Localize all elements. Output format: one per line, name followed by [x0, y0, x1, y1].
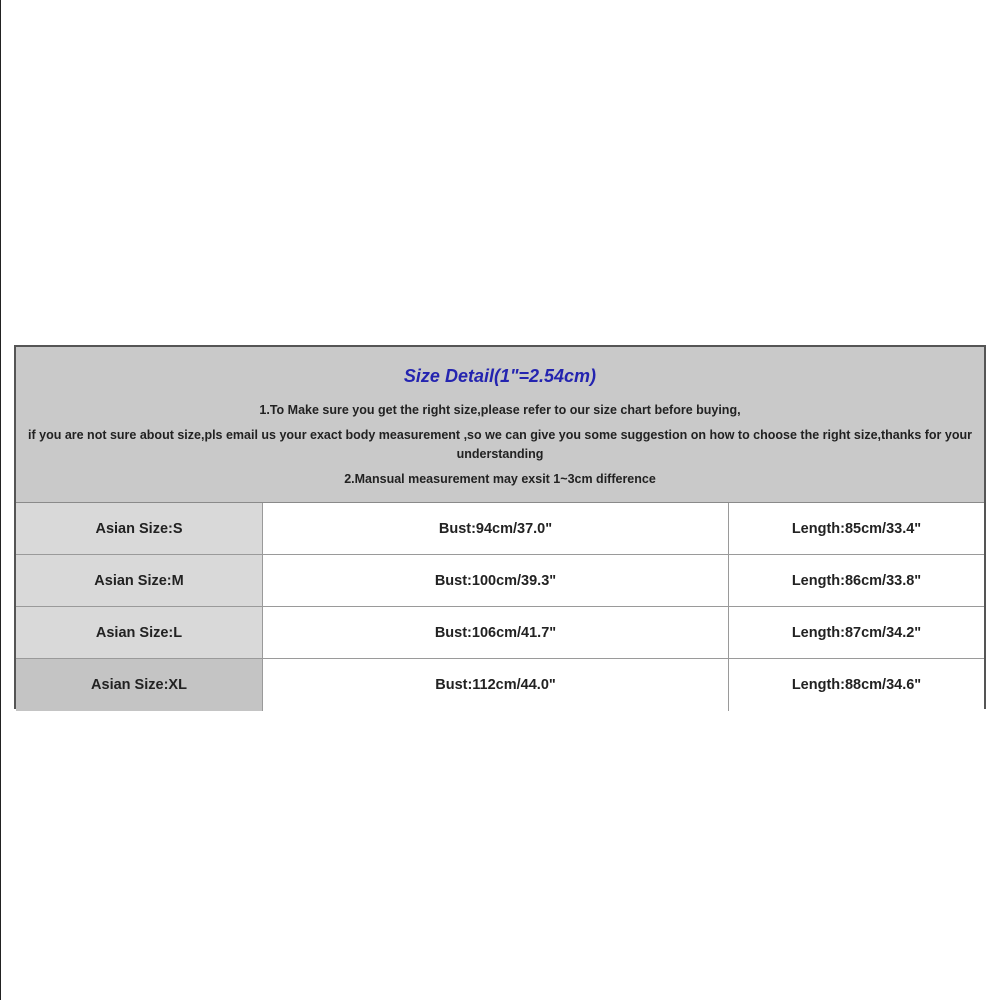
bust-cell: Bust:106cm/41.7" — [263, 607, 729, 658]
note-line-2: if you are not sure about size,pls email us your exact body measurement ,so we can give you some suggestion on how to choose the right size,thanks for your understanding — [28, 428, 972, 461]
size-chart-title: Size Detail(1"=2.54cm) — [403, 366, 597, 386]
length-cell: Length:87cm/34.2" — [729, 607, 984, 658]
length-cell: Length:86cm/33.8" — [729, 555, 984, 606]
bust-cell: Bust:112cm/44.0" — [263, 659, 729, 711]
table-row — [16, 659, 984, 711]
size-cell: Asian Size:S — [16, 503, 263, 554]
size-cell: Asian Size:M — [16, 555, 263, 606]
table-row — [16, 607, 984, 659]
left-border-line — [0, 0, 1, 1000]
bust-cell: Bust:94cm/37.0" — [263, 503, 729, 554]
note-line-3: 2.Mansual measurement may exsit 1~3cm difference — [344, 472, 656, 486]
size-chart-table — [14, 345, 986, 709]
length-cell: Length:88cm/34.6" — [729, 659, 984, 711]
table-row — [16, 503, 984, 555]
table-row — [16, 555, 984, 607]
bust-cell: Bust:100cm/39.3" — [263, 555, 729, 606]
note-line-1: 1.To Make sure you get the right size,please refer to our size chart before buying, — [259, 403, 741, 417]
size-cell: Asian Size:XL — [16, 659, 263, 711]
length-cell: Length:85cm/33.4" — [729, 503, 984, 554]
size-cell: Asian Size:L — [16, 607, 263, 658]
size-chart-header — [16, 347, 984, 503]
